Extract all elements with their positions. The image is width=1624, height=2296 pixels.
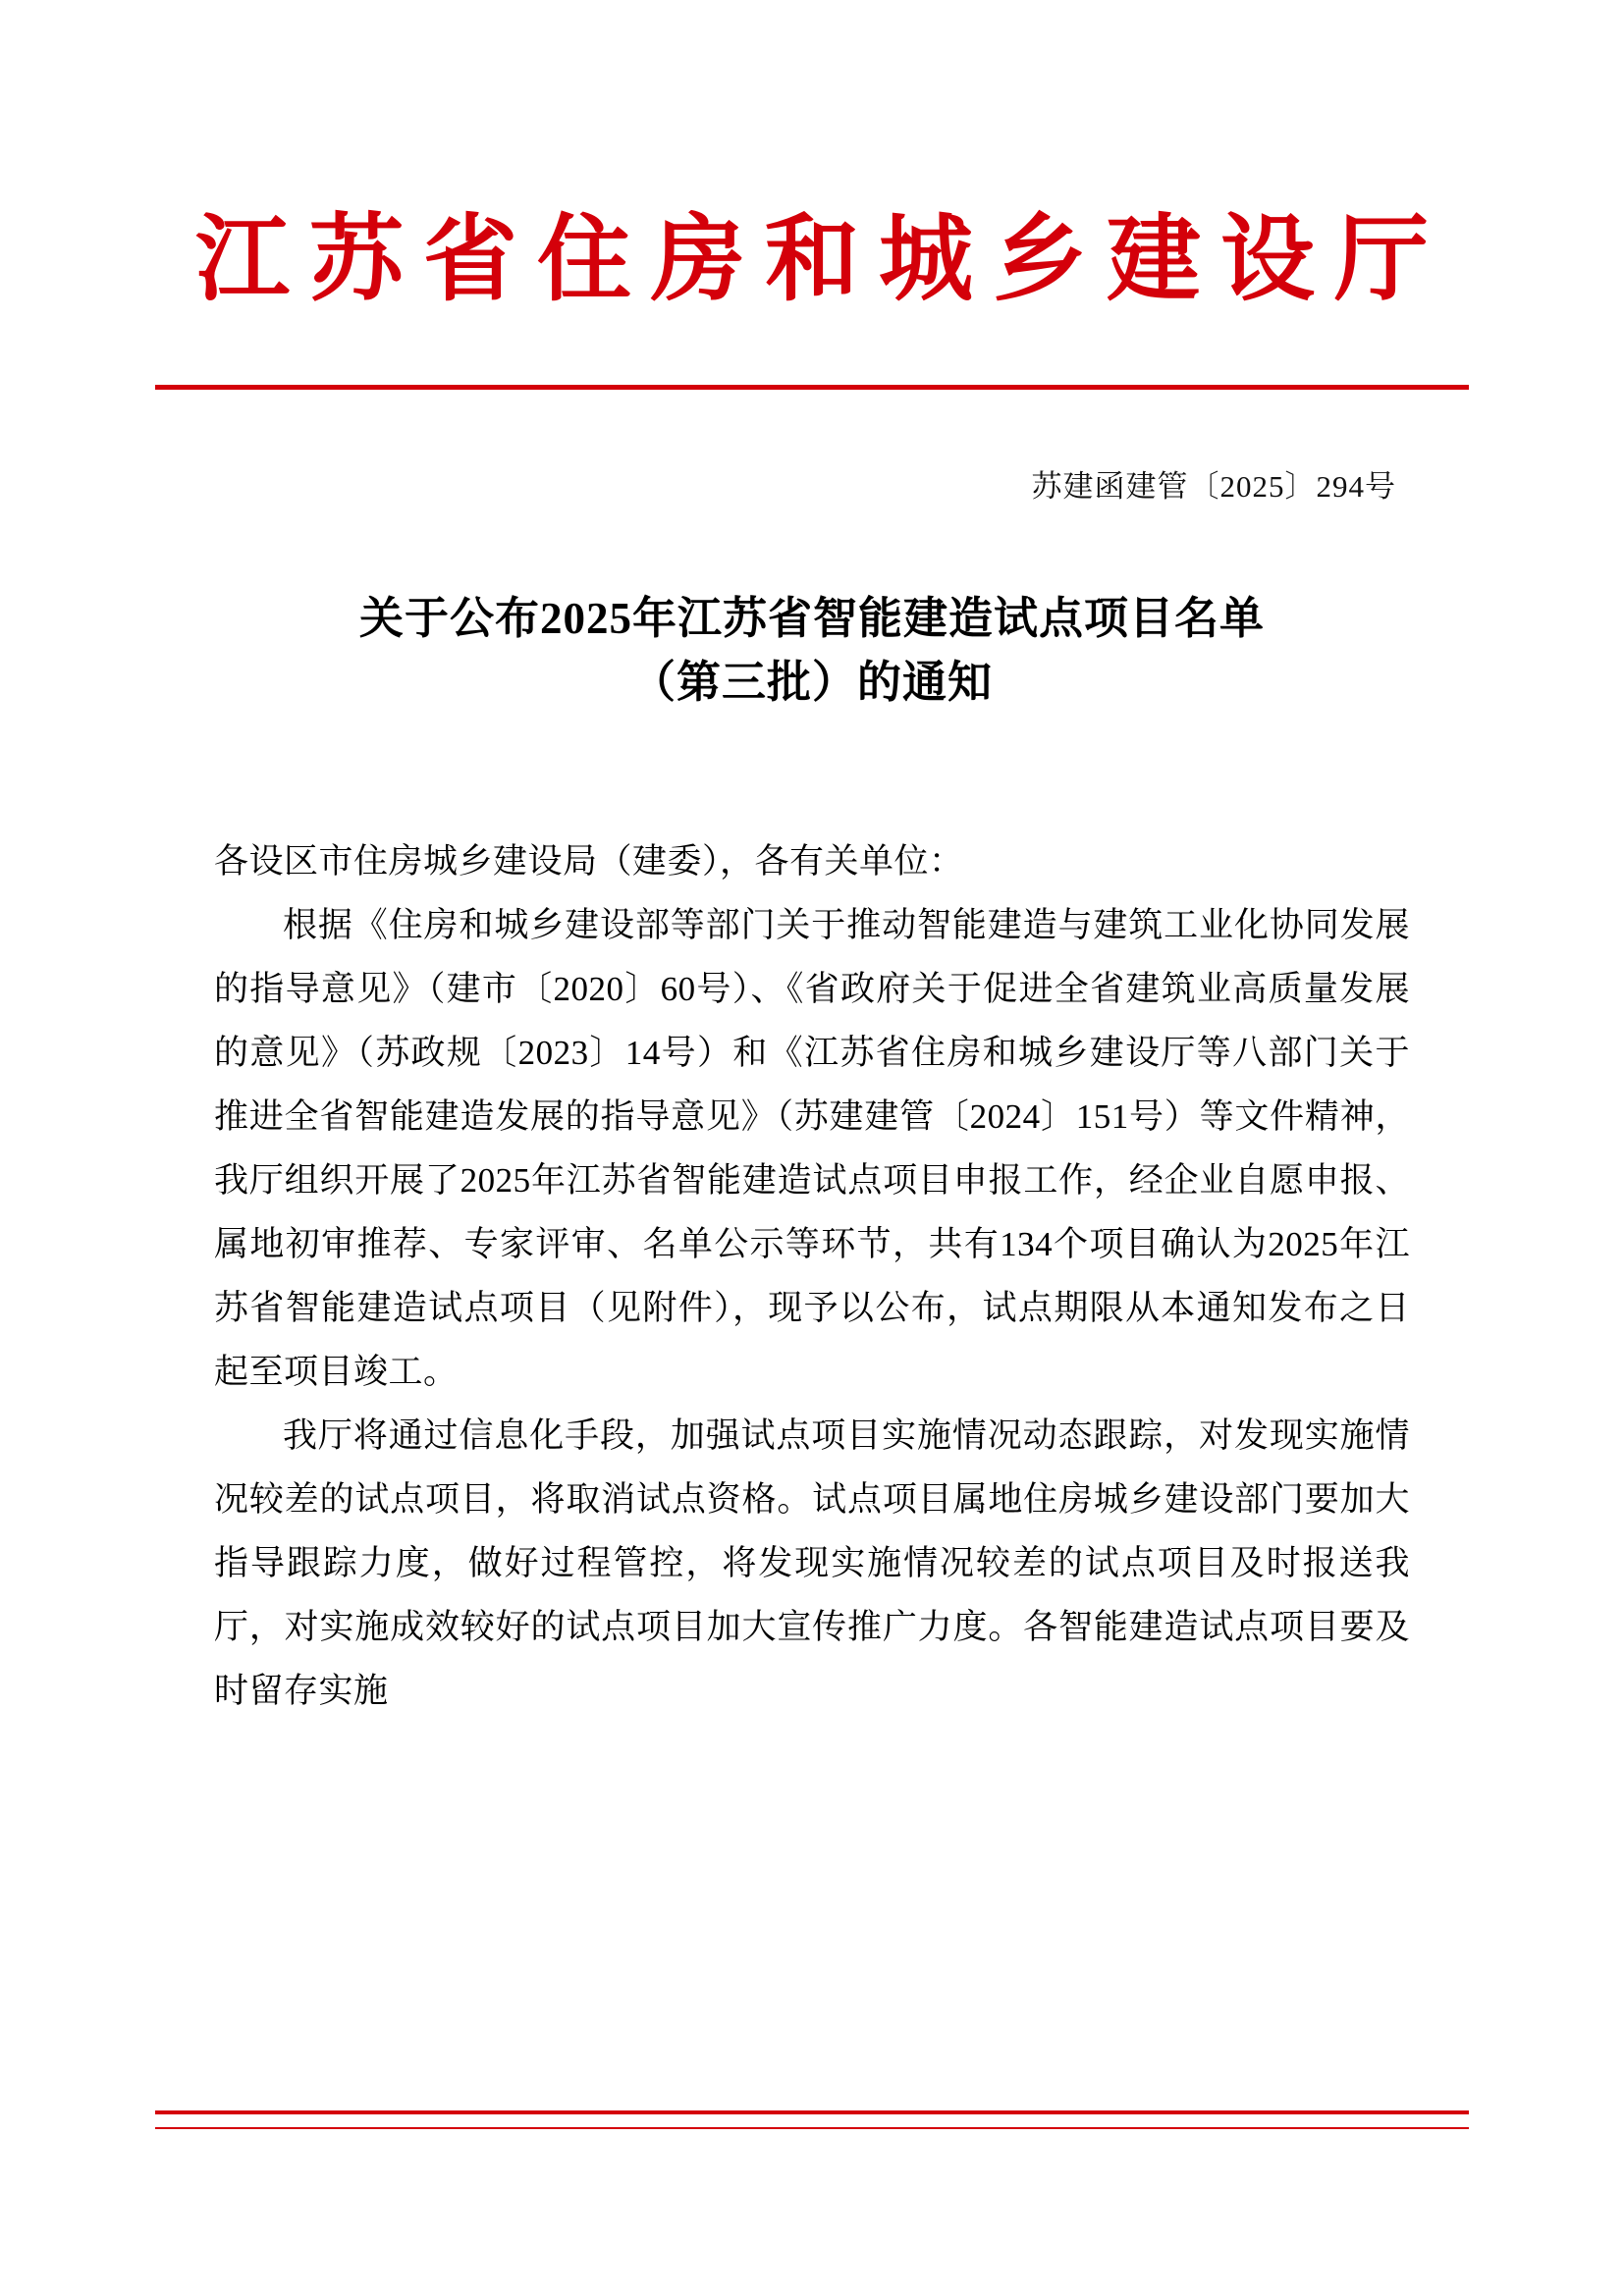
document-body xyxy=(214,829,1410,1723)
page-title-line-1: 关于公布2025年江苏省智能建造试点项目名单 xyxy=(358,594,1265,643)
footer-divider-rule-thick xyxy=(155,2110,1469,2114)
page-title-line-2: （第三批）的通知 xyxy=(630,658,993,708)
document-number: 苏建函建管〔2025〕294号 xyxy=(1031,469,1396,504)
body-paragraph-2: 我厅将通过信息化手段，加强试点项目实施情况动态跟踪，对发现实施情况较差的试点项目，将取消试点资格。试点项目属地住房城乡建设部门要加大指导跟踪力度，做好过程管控，将发现实施情况较差的试点项目及时报送我厅，对实施成效较好的试点项目加大宣传推广力度。各智能建造试点项目要及时留存实施 xyxy=(214,1416,1410,1710)
header-divider-rule xyxy=(155,385,1469,390)
page-title xyxy=(206,587,1418,716)
salutation-paragraph: 各设区市住房城乡建设局（建委），各有关单位： xyxy=(214,842,964,881)
body-paragraph-1: 根据《住房和城乡建设部等部门关于推动智能建造与建筑工业化协同发展的指导意见》（建市〔2020〕60号）、《省政府关于促进全省建筑业高质量发展的意见》（苏政规〔2023〕14号）和《江苏省住房和城乡建设厅等八部门关于推进全省智能建造发展的指导意见》（苏建建管〔2024〕151号）等文件精神，我厅组织开展了2025年江苏省智能建造试点项目申报工作，经企业自愿申报、属地初审推荐、专家评审、名单公示等环节，共有134个项目确认为2025年江苏省智能建造试点项目（见附件），现予以公布，试点期限从本通知发布之日起至项目竣工。 xyxy=(214,906,1410,1391)
document-header xyxy=(0,207,1624,312)
footer-divider-rule-thin xyxy=(155,2127,1469,2129)
agency-name: 江苏省住房和城乡建设厅 xyxy=(195,207,1448,312)
